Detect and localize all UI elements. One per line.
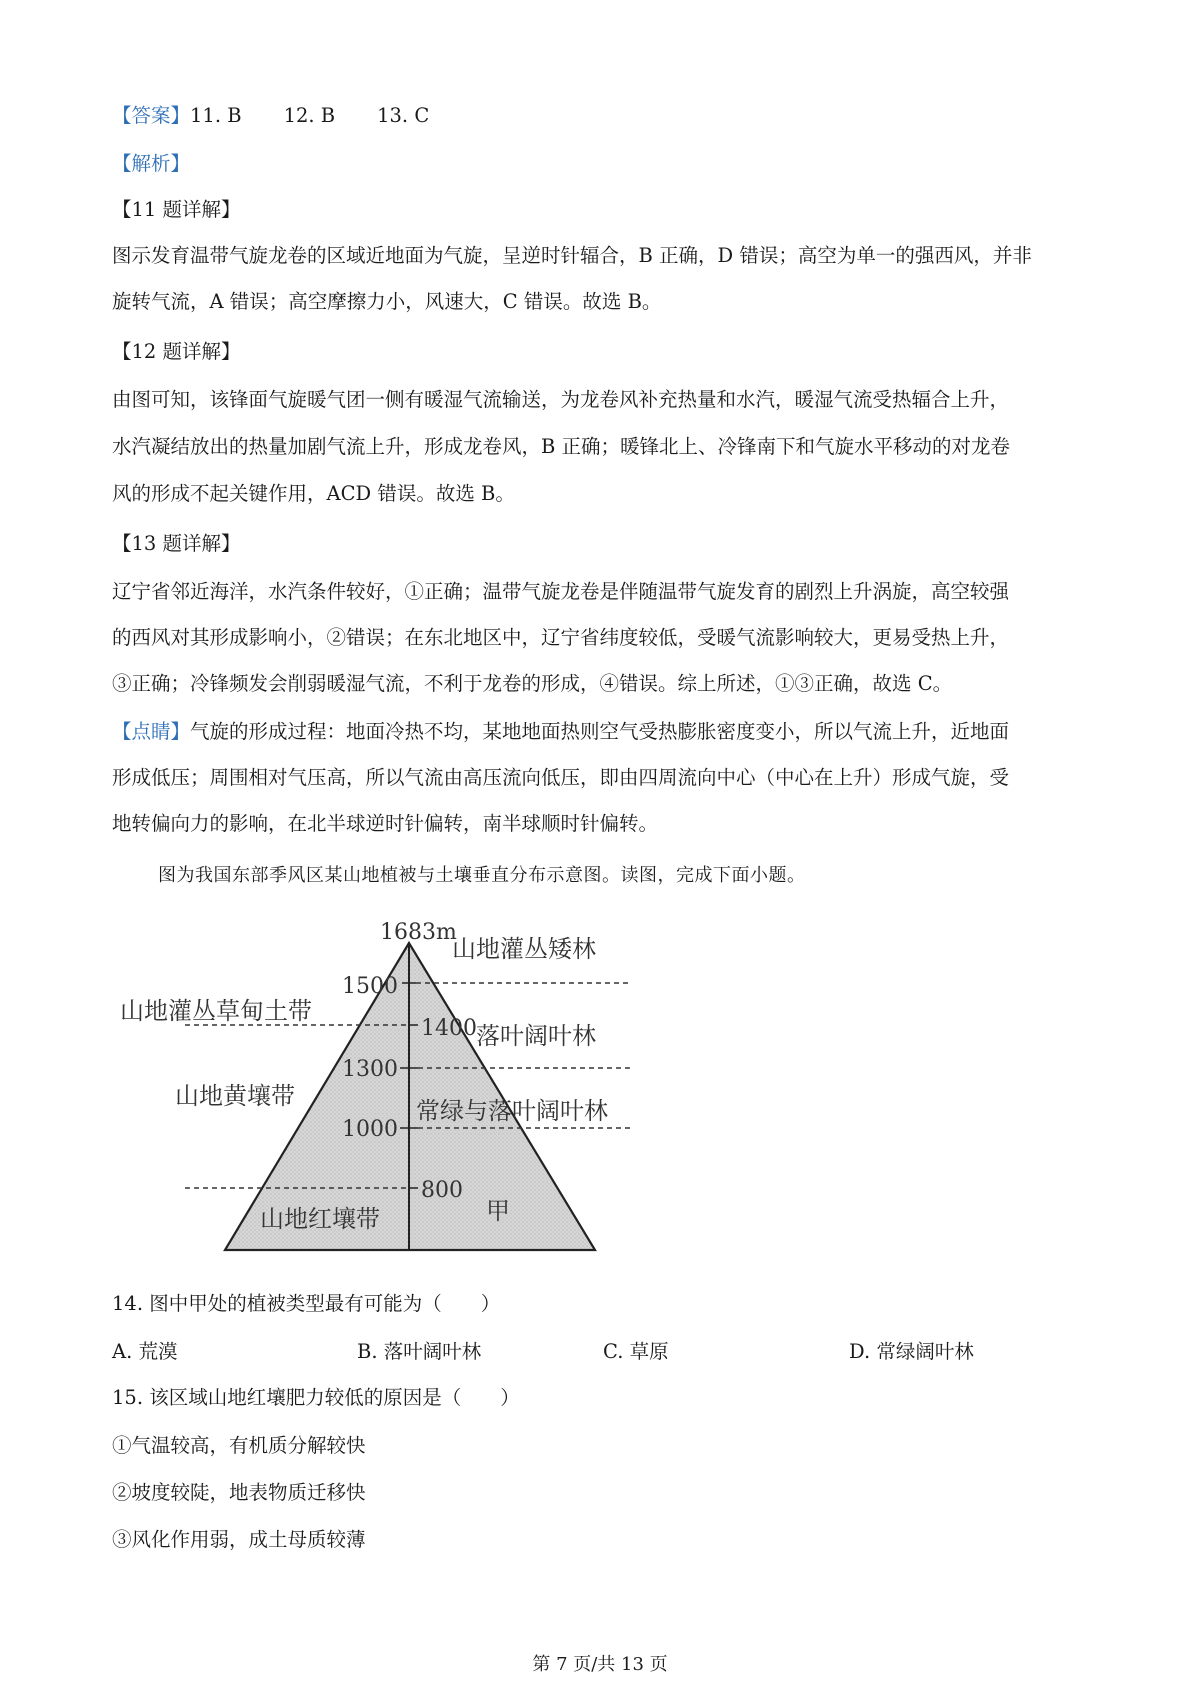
tip-tag: 【点睛】	[112, 720, 191, 743]
tip-text-1: 气旋的形成过程：地面冷热不均，某地地面热则空气受热膨胀密度变小，所以气流上升，近地面	[190, 720, 1010, 743]
q13-title: 【13 题详解】	[112, 532, 241, 555]
elevation-1000: 1000	[342, 1117, 398, 1142]
tip-line-1	[112, 718, 1009, 746]
q14-stem: 14. 图中甲处的植被类型最有可能为（ ）	[112, 1292, 501, 1315]
q15-stem: 15. 该区域山地红壤肥力较低的原因是（ ）	[112, 1386, 520, 1409]
q13-line-3: ③正确；冷锋频发会削弱暖湿气流，不利于龙卷的形成，④错误。综上所述，①③正确，故选 C。	[112, 672, 953, 695]
tip-line-2: 形成低压；周围相对气压高，所以气流由高压流向低压，即由四周流向中心（中心在上升）形成气旋，受	[112, 766, 1010, 789]
answer-12: 12. B	[283, 104, 336, 127]
q11-line-1: 图示发育温带气旋龙卷的区域近地面为气旋，呈逆时针辐合，B 正确，D 错误；高空为单一的强西风，并非	[112, 244, 1032, 267]
elevation-1500: 1500	[342, 974, 398, 999]
elevation-1300: 1300	[342, 1057, 398, 1082]
analysis-tag: 【解析】	[112, 152, 191, 175]
soil-label-meadow: 山地灌丛草甸土带	[120, 997, 312, 1025]
q15-choice-2: ②坡度较陡，地表物质迁移快	[112, 1481, 366, 1504]
veg-label-deciduous: 落叶阔叶林	[476, 1022, 596, 1050]
veg-label-mixed: 常绿与落叶阔叶林	[416, 1097, 608, 1125]
soil-label-red: 山地红壤带	[260, 1205, 380, 1233]
q15-choice-1: ①气温较高，有机质分解较快	[112, 1434, 366, 1457]
tip-line-3: 地转偏向力的影响，在北半球逆时针偏转，南半球顺时针偏转。	[112, 812, 659, 835]
soil-label-yellow: 山地黄壤带	[175, 1082, 295, 1110]
q12-title: 【12 题详解】	[112, 340, 241, 363]
q13-line-1: 辽宁省邻近海洋，水汽条件较好，①正确；温带气旋龙卷是伴随温带气旋发育的剧烈上升涡旋，高空较强	[112, 580, 1010, 603]
q14-option-a[interactable]: A. 荒漠	[112, 1340, 178, 1363]
elevation-800: 800	[421, 1178, 463, 1203]
q14-option-c[interactable]: C. 草原	[603, 1340, 669, 1363]
q15-choice-3: ③风化作用弱，成土母质较薄	[112, 1528, 366, 1551]
elevation-1400: 1400	[421, 1016, 477, 1041]
veg-label-shrub: 山地灌丛矮林	[452, 935, 596, 963]
figure-intro: 图为我国东部季风区某山地植被与土壤垂直分布示意图。读图，完成下面小题。	[158, 865, 806, 886]
page-footer: 第 7 页/共 13 页	[532, 1654, 668, 1675]
q13-line-2: 的西风对其形成影响小，②错误；在东北地区中，辽宁省纬度较低，受暖气流影响较大，更易受热上升，	[112, 626, 1010, 649]
q11-title: 【11 题详解】	[112, 198, 241, 221]
q14-option-b[interactable]: B. 落叶阔叶林	[357, 1340, 482, 1363]
peak-elevation-label: 1683m	[380, 920, 457, 945]
answer-13: 13. C	[377, 104, 430, 127]
answer-tag: 【答案】	[112, 104, 191, 127]
answer-11: 11. B	[190, 104, 242, 127]
q12-line-3: 风的形成不起关键作用，ACD 错误。故选 B。	[112, 482, 515, 505]
q14-option-d[interactable]: D. 常绿阔叶林	[849, 1340, 974, 1363]
q12-line-2: 水汽凝结放出的热量加剧气流上升，形成龙卷风，B 正确；暖锋北上、冷锋南下和气旋水平移动的对龙卷	[112, 435, 1011, 458]
answer-line	[112, 102, 429, 130]
q12-line-1: 由图可知，该锋面气旋暖气团一侧有暖湿气流输送，为龙卷风补充热量和水汽，暖湿气流受热辐合上升，	[112, 388, 1010, 411]
veg-label-jia: 甲	[486, 1197, 510, 1225]
mountain-vertical-zonation-figure	[110, 905, 670, 1255]
q11-line-2: 旋转气流，A 错误；高空摩擦力小，风速大，C 错误。故选 B。	[112, 290, 662, 313]
